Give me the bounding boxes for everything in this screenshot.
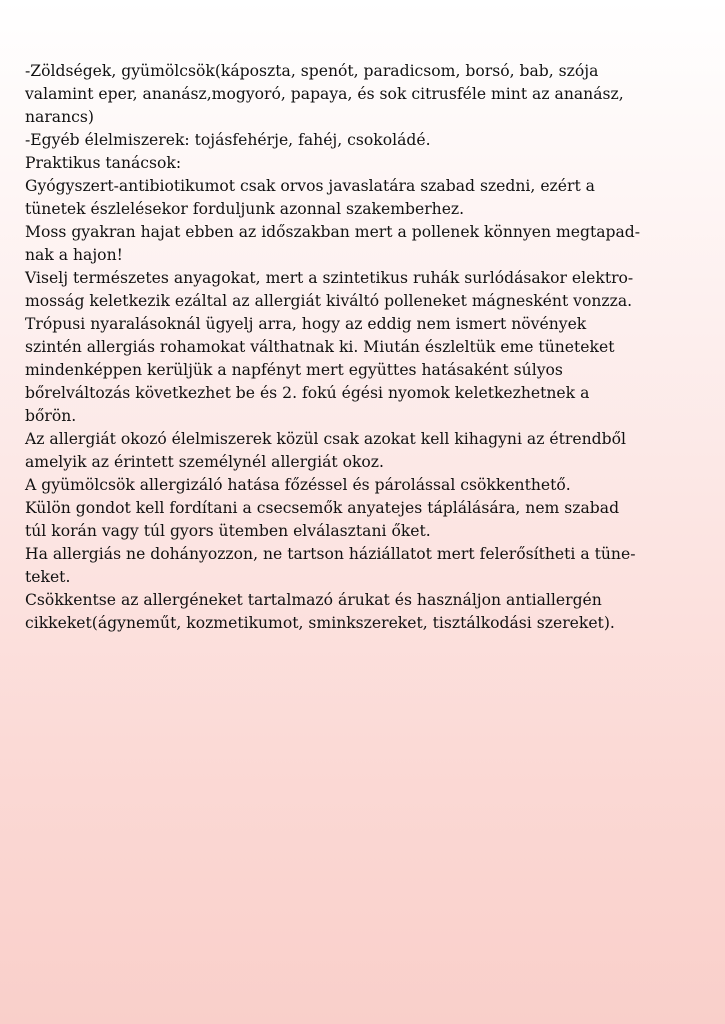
text-line: szintén allergiás rohamokat válthatnak ki. Miután észleltük eme tüneteket	[25, 338, 615, 356]
text-line: Viselj természetes anyagokat, mert a szintetikus ruhák surlódásakor elektro-	[25, 269, 634, 287]
text-line: nak a hajon!	[25, 246, 123, 264]
text-line: narancs)	[25, 108, 94, 126]
text-line: cikkeket(ágyneműt, kozmetikumot, sminkszereket, tisztálkodási szereket).	[25, 614, 615, 632]
text-line: tünetek észlelésekor forduljunk azonnal szakemberhez.	[25, 200, 465, 218]
text-line: mindenképpen kerüljük a napfényt mert együttes hatásaként súlyos	[25, 361, 563, 379]
text-line: A gyümölcsök allergizáló hatása főzéssel és párolással csökkenthető.	[25, 476, 571, 494]
text-line: -Zöldségek, gyümölcsök(káposzta, spenót, paradicsom, borsó, bab, szója	[25, 62, 599, 80]
text-line: mosság keletkezik ezáltal az allergiát kiváltó polleneket mágnesként vonzza.	[25, 292, 633, 310]
text-line: Az allergiát okozó élelmiszerek közül csak azokat kell kihagyni az étrendből	[25, 430, 626, 448]
text-line: teket.	[25, 568, 71, 586]
text-line: Moss gyakran hajat ebben az időszakban mert a pollenek könnyen megtapad-	[25, 223, 641, 241]
text-line: Trópusi nyaralásoknál ügyelj arra, hogy az eddig nem ismert növények	[25, 315, 587, 333]
text-line: bőrön.	[25, 407, 77, 425]
text-line: amelyik az érintett személynél allergiát okoz.	[25, 453, 384, 471]
text-line: Külön gondot kell fordítani a csecsemők anyatejes táplálására, nem szabad	[25, 499, 620, 517]
text-line: Gyógyszert-antibiotikumot csak orvos javaslatára szabad szedni, ezért a	[25, 177, 595, 195]
text-line: -Egyéb élelmiszerek: tojásfehérje, fahéj, csokoládé.	[25, 131, 431, 149]
text-line: bőrelváltozás következhet be és 2. fokú égési nyomok keletkezhetnek a	[25, 384, 590, 402]
text-line: Ha allergiás ne dohányozzon, ne tartson háziállatot mert felerősítheti a tüne-	[25, 545, 636, 563]
text-line: túl korán vagy túl gyors ütemben elválasztani őket.	[25, 522, 431, 540]
document-body	[25, 60, 685, 635]
text-line: valamint eper, ananász,mogyoró, papaya, és sok citrusféle mint az ananász,	[25, 85, 624, 103]
section-heading: Praktikus tanácsok:	[25, 154, 182, 172]
text-line: Csökkentse az allergéneket tartalmazó árukat és használjon antiallergén	[25, 591, 602, 609]
